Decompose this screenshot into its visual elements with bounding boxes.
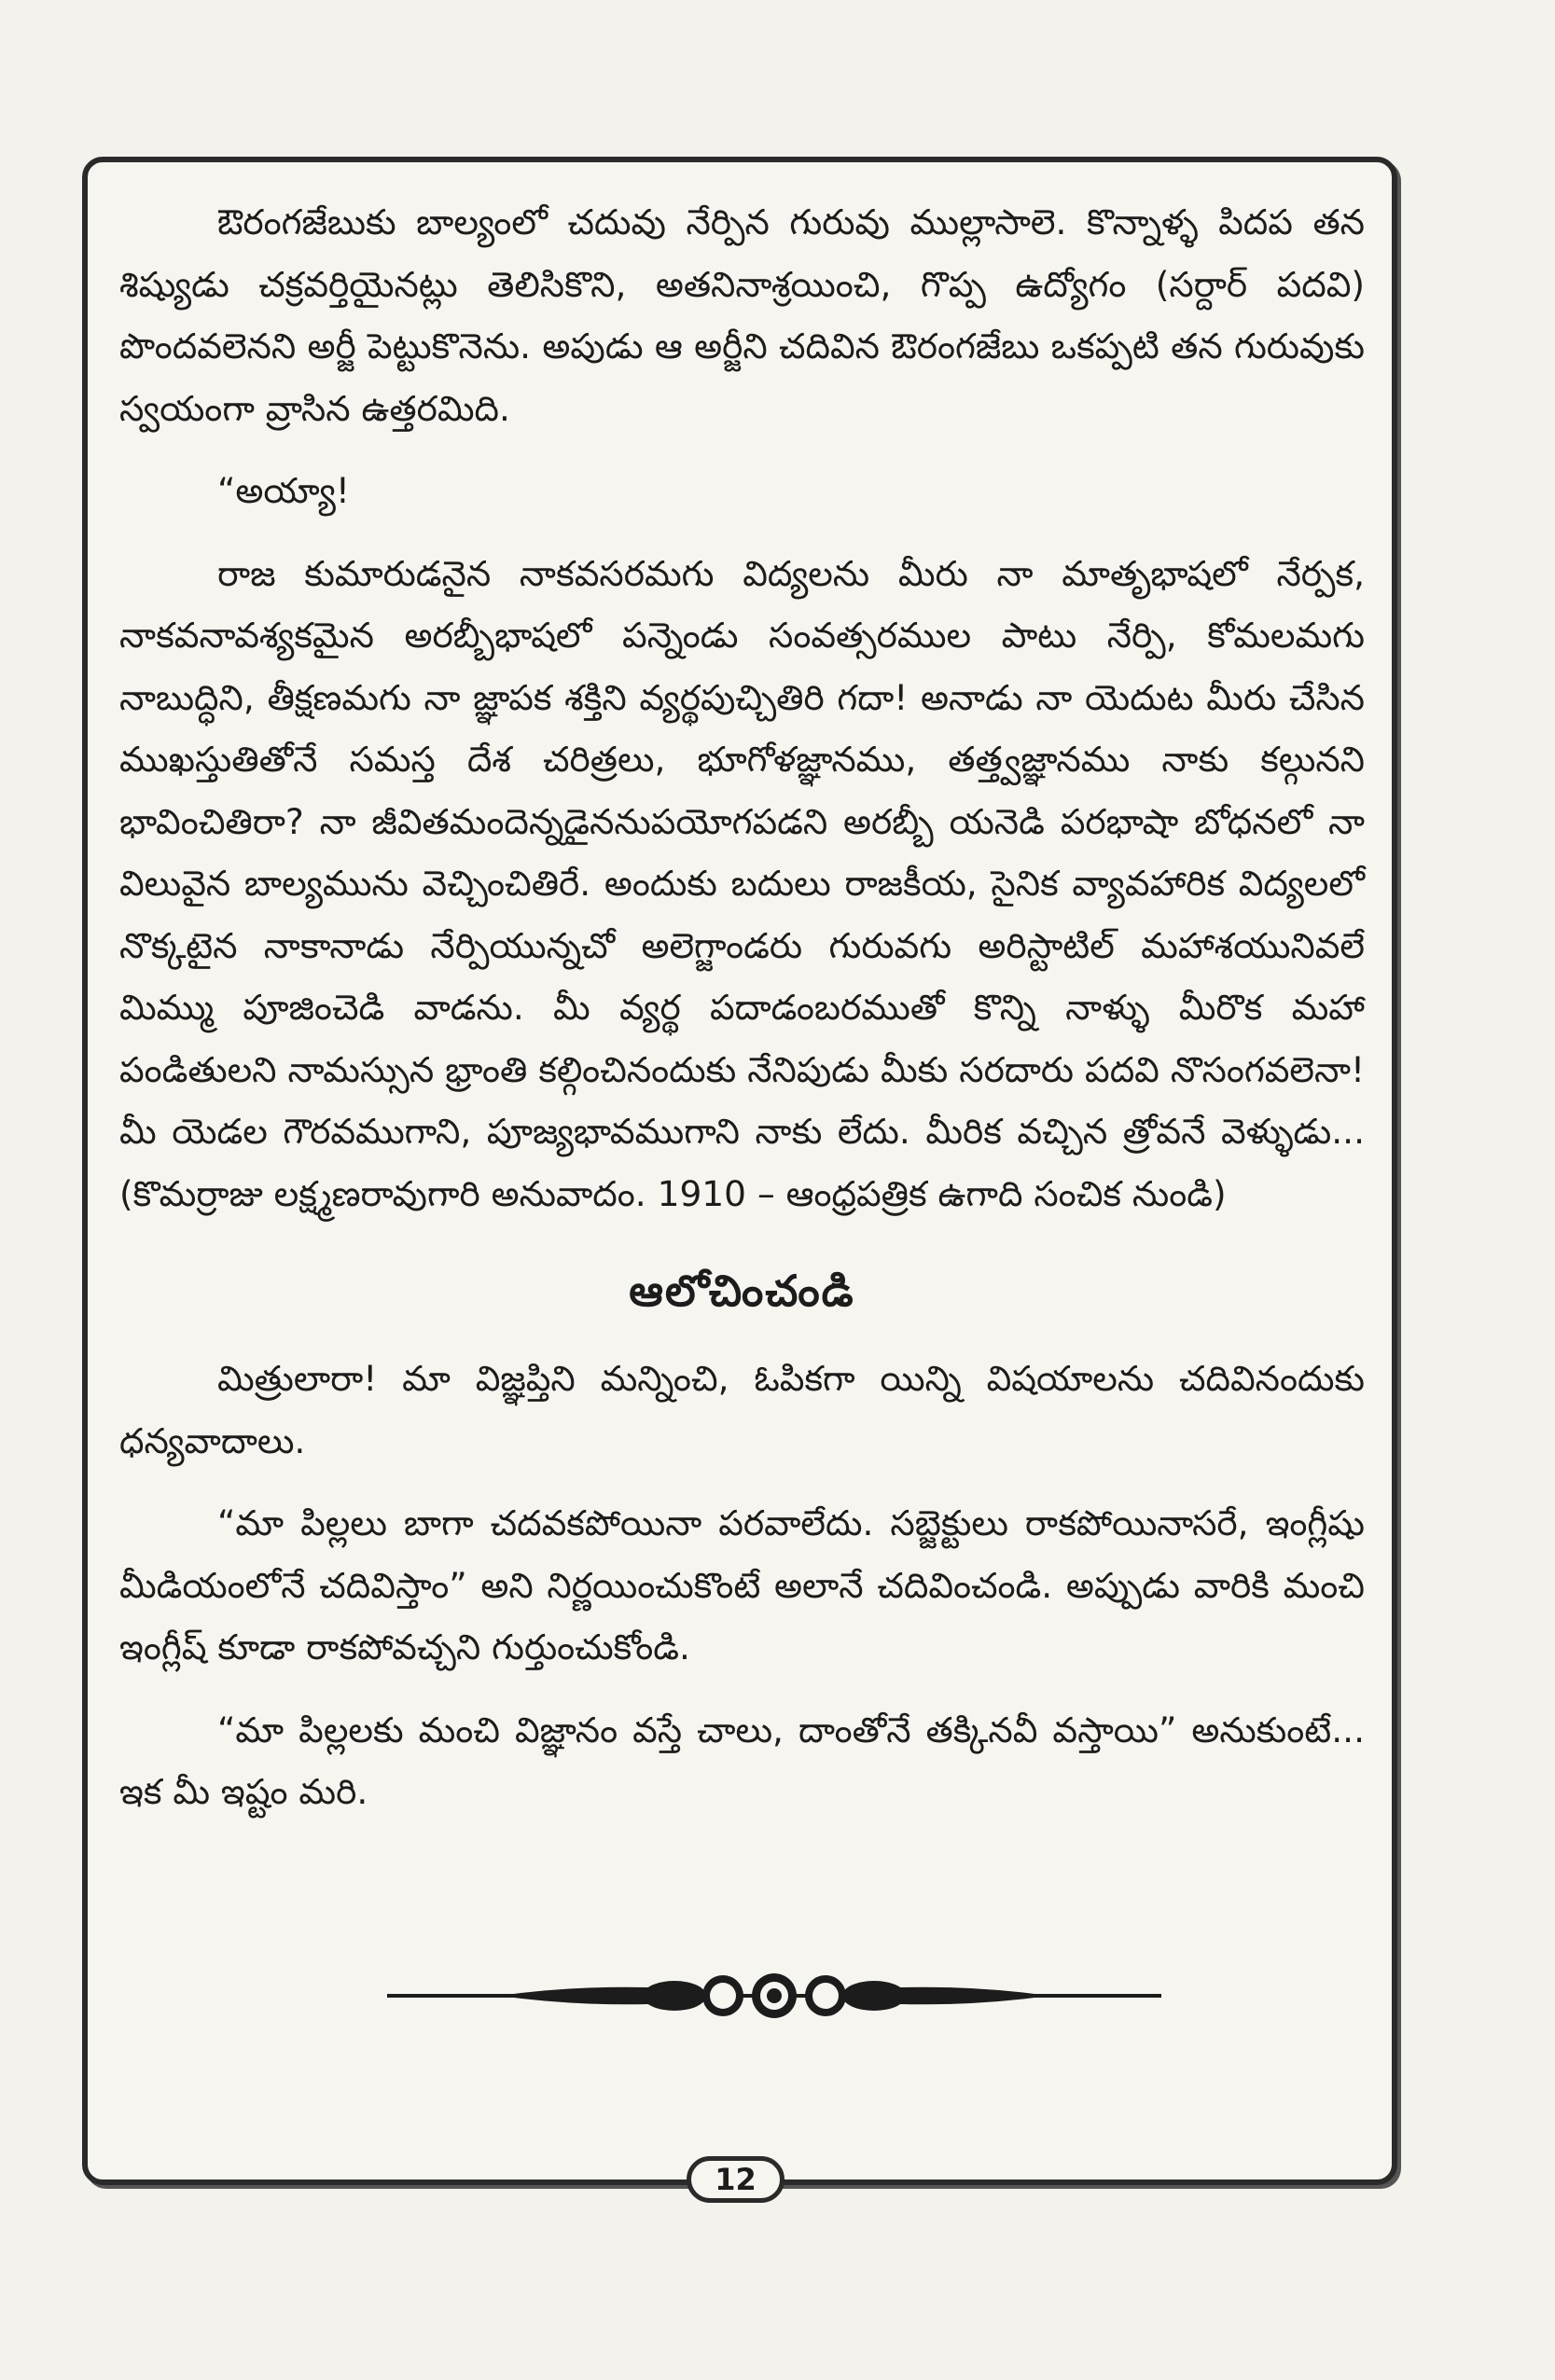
ornament-divider bbox=[387, 1963, 1161, 2028]
paragraph-intro: ఔరంగజేబుకు బాల్యంలో చదువు నేర్పిన గురువు ముల్లాసాలె. కొన్నాళ్ళ పిదప తన శిష్యుడు చక్రవర్తియైనట్లు తెలిసికొని, అతనినాశ్రయించి, గొప్ప ఉద్యోగం (సర్దార్ పదవి) పొందవలెనని అర్జీ పెట్టుకొనెను. అపుడు ఆ అర్జీని చదివిన ఔరంగజేబు ఒకప్పటి తన గురువుకు స్వయంగా వ్రాసిన ఉత్తరమిది. bbox=[119, 201, 1365, 429]
paragraph-english-medium: “మా పిల్లలు బాగా చదవకపోయినా పరవాలేదు. సబ్జెక్టులు రాకపోయినాసరే, ఇంగ్లీషు మీడియంలోనే చదివిస్తాం” అని నిర్ణయించుకొంటే అలానే చదివించండి. అప్పుడు వారికి మంచి ఇంగ్లీష్ కూడా రాకపోవచ్చని గుర్తుంచుకోండి. bbox=[119, 1502, 1365, 1667]
paragraph-thanks: మిత్రులారా! మా విజ్ఞప్తిని మన్నించి, ఓపికగా యిన్ని విషయాలను చదివినందుకు ధన్యవాదాలు. bbox=[119, 1358, 1365, 1461]
page-number: 12 bbox=[687, 2156, 784, 2203]
paragraph-letter-body: రాజ కుమారుడనైన నాకవసరమగు విద్యలను మీరు నా మాతృభాషలో నేర్పక, నాకవనావశ్యకమైన అరబ్బీభాషలో పన్నెండు సంవత్సరముల పాటు నేర్పి, కోమలమగు నాబుద్ధిని, తీక్షణమగు నా జ్ఞాపక శక్తిని వ్యర్థపుచ్చితిరి గదా! అనాడు నా యెదుట మీరు చేసిన ముఖస్తుతితోనే సమస్త దేశ చరిత్రలు, భూగోళజ్ఞానము, తత్త్వజ్ఞానము నాకు కల్గునని భావించితిరా? నా జీవితమందెన్నడైననుపయోగపడని అరబ్బీ యనెడి పరభాషా బోధనలో నా విలువైన బాల్యమును వెచ్చించితిరే. అందుకు బదులు రాజకీయ, సైనిక వ్యావహారిక విద్యలలో నొక్కటైన నాకానాడు నేర్పియున్నచో అలెగ్జాండరు గురువగు అరిస్టాటిల్ మహాశయునివలే మిమ్ము పూజించెడి వాడను. మీ వ్యర్థ పదాడంబరముతో కొన్ని నాళ్ళు మీరొక మహా పండితులని నామస్సున భ్రాంతి కల్గించినందుకు నేనిపుడు మీకు సరదారు పదవి నొసంగవలెనా! మీ యెడల గౌరవముగాని, పూజ్యభావముగాని నాకు లేదు. మీరిక వచ్చిన త్రోవనే వెళ్ళుడు... (కొమర్రాజు లక్ష్మణరావుగారి అనువాదం. 1910 – ఆంధ్రపత్రిక ఉగాది సంచిక నుండి) bbox=[119, 552, 1365, 1214]
paragraph-closing: “మా పిల్లలకు మంచి విజ్ఞానం వస్తే చాలు, దాంతోనే తక్కినవీ వస్తాయి” అనుకుంటే... ఇక మీ ఇష్టం మరి. bbox=[119, 1709, 1365, 1812]
letter-salutation: “అయ్యా! bbox=[217, 470, 350, 511]
section-title: ఆలోచించండి bbox=[629, 1266, 855, 1316]
page-content bbox=[119, 191, 1365, 1823]
